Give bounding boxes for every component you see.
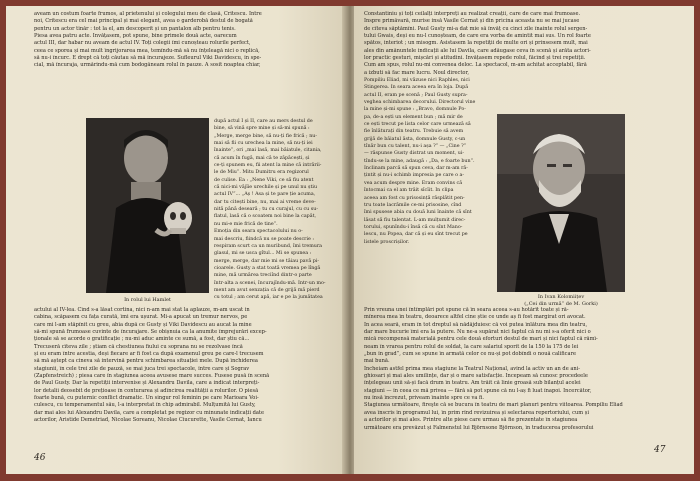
text-line: la mine și-mi spune : „Bravo, domnule Po- bbox=[364, 107, 466, 113]
hamlet-photo bbox=[86, 118, 209, 293]
text-line: lor detalii deosebit de prețioase în conturarea și adîncirea realității a rolurilor. O piesă bbox=[34, 387, 259, 394]
text-line: Stagiunea următoare, fireşte că se bucura în teatru de mari planuri pentru viitoarea. Pompiliu Eliad bbox=[364, 402, 623, 409]
text-line: dar mai ales lui Alexandru Davila, care a completat pe regizor cu minunate indicații date bbox=[34, 409, 264, 416]
text-line: mai descriu, fiindcă nu se poate descrie : bbox=[214, 236, 314, 242]
text-line: bine, să vină spre mine și să-mi spună : bbox=[214, 126, 310, 132]
text-line: vea acum despre mine. Eram convins că bbox=[364, 180, 463, 186]
kolomiitev-photo bbox=[497, 114, 625, 292]
text-line: Inclinam parcă să spun ceva, dar m-am ră- bbox=[364, 166, 468, 172]
text-line: In acea seară, eram în tot dreptul să nădăjduiesc că voi putea înlătura mea din teatru, bbox=[364, 321, 588, 328]
text-line: cabina, scăpasem cu fața curată, îmi era ușurat. Mi-a apucat un tremur nervos, pe bbox=[34, 314, 248, 321]
text-line: Prin vreuna unei întîmplări pot spune că în seara aceea s-au hotărît toate și ră- bbox=[364, 307, 569, 313]
text-line: veghea schimbarea decorului. Directorul vine bbox=[364, 100, 476, 106]
left-bottom-text bbox=[34, 307, 334, 425]
text-line: a izbuti să fac mare lucru. Noul director, bbox=[364, 69, 469, 76]
text-line: întocmai ca el am trăit sîcîit. In clipa bbox=[364, 188, 454, 194]
text-line: aceea am fost cu prisosință răsplătit pen- bbox=[364, 195, 465, 201]
text-line: mică recompensă materială pentru cele două eforturi destul de mari și nici faptul că rămî- bbox=[364, 336, 598, 343]
text-line: actorilor, Aristide Demetriad, Nicolae Soreanu, Nicolae Ciucurette, Vasile Cernat, Iancu bbox=[34, 417, 262, 424]
text-line: de Paul Gusty. Dar la repetiții intervenise și Alexandru Davila, care a indicat interpreți- bbox=[34, 380, 260, 387]
text-line: să nu-i încurc. E drept că toți căutau să mă încurajeze. Sufleurul Viki Davidescu, în spe- bbox=[34, 55, 262, 62]
text-line: tîndu-se la mine, adaugă : „Da, e foarte bun”. bbox=[364, 158, 475, 164]
text-line: tînăr bun cu talent, nu-i așa ?” — „Cine ?” bbox=[364, 144, 467, 150]
text-line: Pompiliu Eliad, mi văzuse nici Raphles, nici bbox=[364, 78, 470, 83]
text-line: ceea ce sporea și mai mult îngrijorarea mea, temîndu-mă să nu înțeleagă nici o replică, bbox=[34, 47, 260, 54]
text-line: care mi l-am stăpînit cu greu, abia după ce Gusty și Viki Davidescu au aucat la mine bbox=[34, 321, 252, 328]
text-line: fie înlăturați din teatru. Trebuie să avem bbox=[364, 129, 464, 135]
text-line: stagiuni — în ceea ce mă privea — fără să pot spune că nu l-aș fi luat înapoi. Incercător, bbox=[364, 387, 592, 394]
text-line: Piesa avea patru acte. Invățasem, pot spune, bine primele două acte, oarecum bbox=[34, 33, 237, 40]
text-line: mînerea mea în teatru, deoarece altfel cine știe ce unde aș fi fost margirat ori avocat. bbox=[364, 314, 586, 321]
text-line: nu însă încrezut, priveam înainte spre ce va fi. bbox=[364, 395, 485, 402]
text-line: pentru un actor tînăr : tot la el, am descoperit și un pantalon alb pentru tenis. bbox=[34, 25, 236, 32]
text-line: nită până deseară ; tu cu curajul, cu cu su- bbox=[214, 207, 318, 213]
text-line: țintit și nu-i schimb impresia pe care o a- bbox=[364, 173, 464, 179]
kolomiitev-photo-caption bbox=[497, 294, 625, 307]
text-line: într-alta a scenei, încurajîndu-mă. Intr-un mo- bbox=[214, 280, 326, 286]
text-line: actul IV”... „Aș ! Asa și te pare ție acuma, bbox=[214, 192, 316, 198]
text-line: nu mi-e mie frică de tine”. bbox=[214, 221, 278, 227]
text-line: a actorilor și mai ales. Printre alte piese care urmau să fie prezentate în stagiunea bbox=[364, 417, 578, 424]
text-line: noi, Critescu era cel mai principal și mai elegant, avea o garderobă destul de bogată bbox=[34, 18, 253, 25]
text-line: grijă de băiatul ăsta, domnule Gusty, c-un bbox=[364, 136, 466, 142]
text-line: că nici-mi văjîie urechile și pe unul nu știu bbox=[214, 185, 318, 191]
text-line: spătos, interiot ; un misogm. Asistasem la repetiții de multe ori și prinsesem mult, mai bbox=[364, 40, 588, 47]
text-line: Incheiam astfel prima mea stagiune la Teatrul Național, avînd la activ un an de ani- bbox=[364, 365, 580, 372]
text-line: aveam un costum foarte frumos, al prietenului și colegului meu de clasă, Critescu. Intre bbox=[34, 11, 262, 17]
text-line: stagiunii, în cele trei zile de pauză, se mai juca trei spectacole, între care și Sograv bbox=[34, 365, 250, 372]
text-line: Stingerea. In seara aceea era în loja. După bbox=[364, 85, 469, 91]
right-page-number: 47 bbox=[654, 445, 666, 455]
text-line: îmi spusese abia cu două luni înainte că sînt bbox=[364, 210, 472, 216]
text-line: ționale să se acorde o gratificație ; nu-mi aduc aminte ce sumă, a fost, dar știu că... bbox=[34, 336, 250, 343]
text-line: lăsat să fiu talentat. L-am mulțumit direc- bbox=[364, 217, 466, 223]
text-line: neam în vrarea pentru rolul de soldat, la care salariul sporit de la 150 la 175 de lei bbox=[364, 343, 579, 350]
text-line: mai bună. bbox=[364, 358, 390, 365]
text-line: ghiosari și mai ales umilințe, dar și o mare satisfacție. Incepeam să cunosc procedeele bbox=[364, 373, 588, 380]
text-line: culescu, cu temperamentul său, l-a interpretat în chip admirabil. Mulțumită lui Gusty, bbox=[34, 402, 256, 409]
right-middle-text bbox=[364, 77, 496, 246]
text-line: „bun în grad”, cum se spune în armată celor ce nu-și pot dobîndi o nouă calificare bbox=[364, 351, 577, 358]
text-line: torului, spunîndu-i însă că cu sînt Mano- bbox=[364, 224, 463, 230]
caption-role: In Ivan Kolomiițev bbox=[537, 294, 585, 300]
text-line: să-mi spună frumoase cuvinte de încurajare. Se obișnuia ca la anumite împrejurări excep- bbox=[34, 329, 267, 336]
text-line: de cîteva săptămîni. Paul Gusty mi-a dat mie să învăț cu cinci zile înainte rolul sergen- bbox=[364, 25, 588, 32]
text-line: de culise. Ea : „Nene Viki, ce să fiu atent bbox=[214, 177, 314, 183]
left-page-number: 46 bbox=[34, 453, 46, 463]
text-line: flatul, lasă că o scoatem noi bine la capăt, bbox=[214, 214, 317, 220]
text-line: următoare era prevăzut și Falmenstul lui Björnsone Björnson, în traducerea profesorului bbox=[364, 424, 594, 431]
text-line: actul III, dar habar nu aveam de actul IV. Toți colegii îmi cunoșteau rolurile perfect, bbox=[34, 40, 251, 47]
text-line: avea înscris în programul lui, în prim rînd revizuirea și selectarea repertoriului, cum și bbox=[364, 409, 589, 416]
text-line: mai să fii cu urechea la mine, să nu-ți iei bbox=[214, 141, 313, 147]
text-line: cioarele. Gusty a stat toată vremea pe lîngă bbox=[214, 265, 321, 271]
text-line: cial, mă încuraja, urmărindu-mă cum bodogăneam rolul în pauze. A sosit noaptea chiar, bbox=[34, 62, 261, 69]
text-line: lescu, nu Popea, dar că și eu sînt trecut pe bbox=[364, 232, 468, 238]
text-line: (Zapfenstreich) ; piesa care în stagiunea aceea avusese mare succes. Fusese pusă în scenă bbox=[34, 373, 270, 380]
text-line: le de Miu”. Mitu Dumitru era regizorul bbox=[214, 170, 309, 176]
text-line: Cum am spus, rolul nu-mi convenea deloc. La spectacol, m-am achitat acceptabil, fără bbox=[364, 62, 587, 69]
text-line: foarte bună, cu puternic conflict dramatic. Un singur rol feminin pe care Marioara Voi- bbox=[34, 395, 259, 402]
text-line: lor practic gesturi, mișcări și atitudini. Invățasem repede rolul, făcînd și trei repetiții. bbox=[364, 55, 586, 62]
text-line: Emoția din seara spectacolului nu o- bbox=[214, 229, 303, 235]
text-line: listele proscrișilor. bbox=[364, 239, 410, 245]
text-line: ce ești trecut pe lista celor care urmează să bbox=[364, 122, 471, 128]
text-line: „Merge, merge bine, să nu-ți fie frică ; nu- bbox=[214, 133, 317, 139]
text-line: mine, mă urmărea treciînd dintr-o parte bbox=[214, 273, 312, 279]
text-line: actului al IV-lea. Cînd s-a lăsat cortina, nici n-am mai stat la aplauze, m-am uscat in bbox=[34, 307, 250, 313]
text-line: glasul, mi se usca gîtul... Mi se spunea : bbox=[214, 251, 312, 257]
text-line: și eu eram între acestia, deși fiecare ar fi fost ca după examenul greu pe care-l trecusem bbox=[34, 351, 264, 358]
text-line: dar tu citești bine, nu, mai ai vreme deve- bbox=[214, 199, 316, 205]
right-top-text bbox=[364, 11, 669, 77]
text-line: să mă aștept ca cineva să intervină pentru schimbarea situației mele. După închiderea bbox=[34, 358, 258, 365]
text-line: Constantiniu și toți ceilalți interpreți au realizat creații, care de care mai frumoase. bbox=[364, 11, 581, 17]
text-line: înțelegeau unii să-și facă drum în teatru. Am trăit că linie groasă sub bilanțul acelei bbox=[364, 380, 581, 387]
left-page bbox=[6, 6, 346, 474]
text-line: cu totul ; am cerut apă, iar e pe la jumătatea bbox=[214, 295, 323, 301]
text-line: după actul I și II, care au mers destul de bbox=[214, 119, 313, 124]
text-line: înainte”, ori „mai lasă, mai băiatule, citania, bbox=[214, 148, 322, 154]
right-page bbox=[354, 6, 694, 474]
text-line: că acum în fugă, mai că te zăpăcești, și bbox=[214, 155, 310, 161]
text-line: Trecuseră cîteva zile ; știam că chestiunea fiului cu soprana nu se rezolvase încă bbox=[34, 343, 243, 350]
text-line: tru toate lacrămile ce-mi prisosine, cînd bbox=[364, 202, 462, 208]
right-bottom-text bbox=[364, 307, 669, 432]
caption-play: („Cei din urmă” de M. Gorki) bbox=[524, 300, 598, 307]
text-line: ment am avut senzația că de grijă mă pierd bbox=[214, 287, 320, 293]
left-middle-text bbox=[214, 118, 336, 302]
left-top-text bbox=[34, 11, 334, 70]
text-line: ce-ți spunem eu, fii atent la mine că intrării- bbox=[214, 163, 322, 169]
text-line: ales din amănuntele indicații ale lui Davila, care adăugase ceva în scenă și arăta actori- bbox=[364, 47, 591, 54]
text-line: dar mare bucurie îmi era la putere. Nu ne-a supărat nici faptul că nu mi s-a oferit nici o bbox=[364, 329, 591, 336]
text-line: tului Gwais, deși eu nu-l cunoșteam, de care era vorba de amintit mai sus. Un rol foarte bbox=[364, 33, 591, 40]
text-line: pa, de-a ești un element bun ; mă mir de bbox=[364, 114, 463, 120]
hamlet-photo-caption: In rolul lui Hamlet bbox=[124, 297, 171, 303]
text-line: actul II, eram pe scenă ; Paul Gusty supra- bbox=[364, 92, 468, 98]
text-line: merge, merge, dar mie mi se tăiau pavă pi- bbox=[214, 258, 319, 264]
text-line: — răspunse Gusty distrat un moment, ui- bbox=[364, 151, 464, 157]
text-line: respiram scurt ca un muribund, îmi tremura bbox=[214, 243, 323, 249]
text-line: Inspre primăvară, murise insă Vasile Cernat și din pricina aceasta nu se mai jucase bbox=[364, 18, 580, 25]
